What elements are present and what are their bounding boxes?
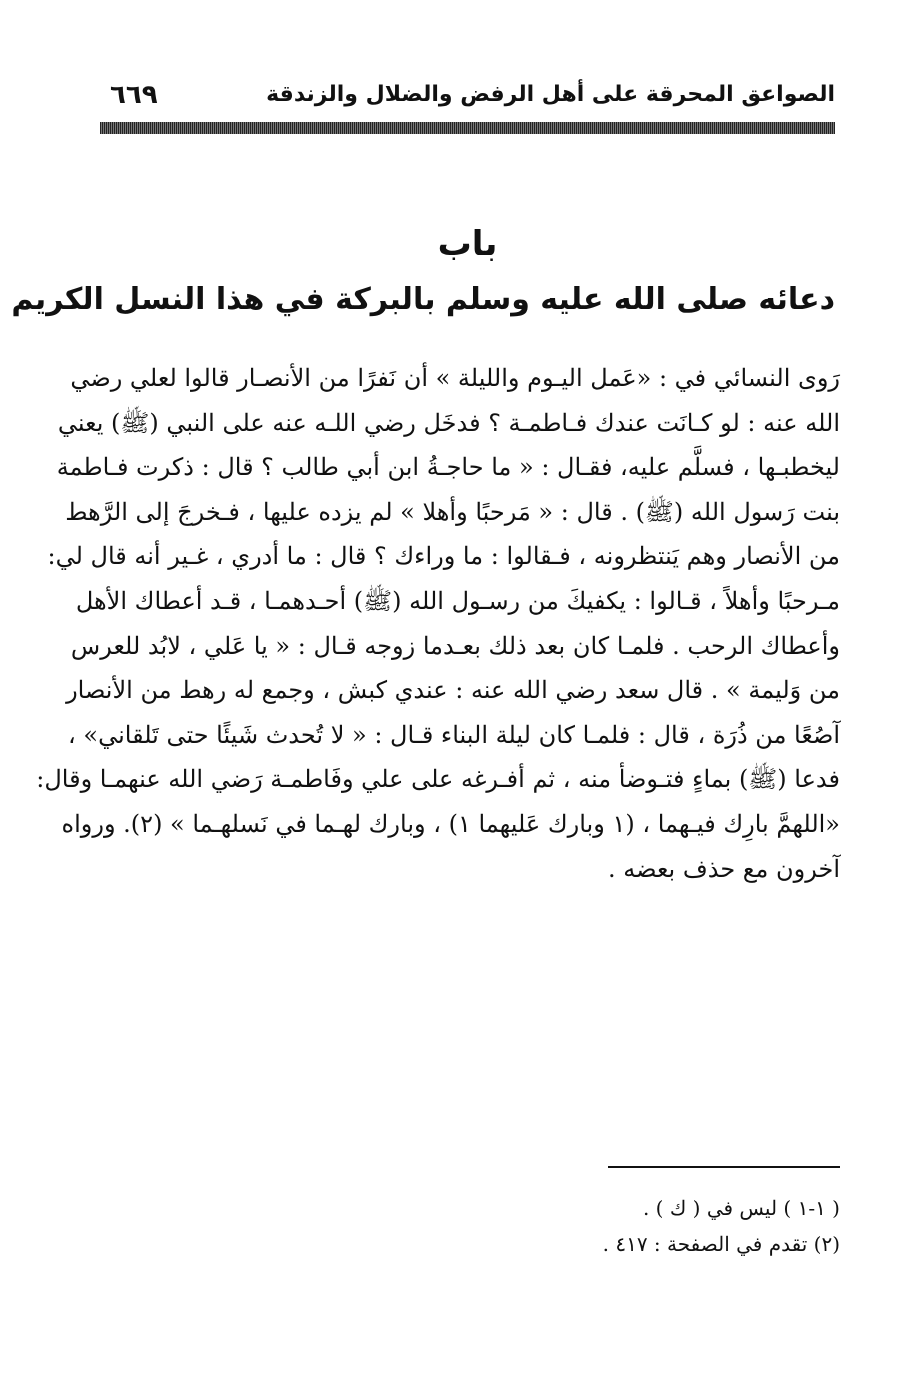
- chapter-label: باب: [437, 224, 498, 264]
- page-number: ٦٦٩: [110, 80, 158, 110]
- text-line: بنت رَسول الله (ﷺ) . قال : « مَرحبًا وأهلا » لم يزده عليها ، فـخرجَ إلى الرَّهط: [65, 497, 840, 526]
- header-divider: [100, 122, 835, 134]
- text-line: مـرحبًا وأهلاً ، قـالوا : يكفيكَ من رسـول الله (ﷺ) أحـدهمـا ، قـد أعطاك الأهل: [75, 586, 840, 615]
- text-line: الله عنه : لو كـانَت عندك فـاطمـة ؟ فدخَل رضي اللـه عنه على النبي (ﷺ) يعني: [57, 408, 840, 437]
- text-line: ليخطبـها ، فسلَّم عليه، فقـال : « ما حاجـةُ ابن أبي طالب ؟ قال : ذكرت فـاطمة: [56, 453, 840, 482]
- chapter-title: دعائه صلى الله عليه وسلم بالبركة في هذا النسل الكريم: [11, 282, 835, 317]
- text-line: «اللهمَّ بارِك فيـهما ، (١ وبارك عَليهما ١) ، وبارك لهـما في نَسلهـما » (٢). ورواه: [61, 809, 840, 838]
- footnote: ( ١-١ ) ليس في ( ك ) .: [642, 1196, 840, 1220]
- body-text: [36, 356, 840, 891]
- footnote-divider: [608, 1166, 840, 1168]
- text-line: من وَليمة » . قال سعد رضي الله عنه : عندي كبش ، وجمع له رهط من الأنصار: [66, 676, 840, 705]
- text-line: آصُعًا من ذُرَة ، قال : فلمـا كان ليلة البناء قـال : « لا تُحدث شَيئًا حتى تَلقاني» ،: [68, 720, 840, 749]
- footnote: (٢) تقدم في الصفحة : ٤١٧ .: [602, 1232, 840, 1256]
- running-title: الصواعق المحرقة على أهل الرفض والضلال والزندقة: [266, 82, 835, 107]
- text-line: رَوى النسائي في : «عَمل اليـوم والليلة » أن نَفرًا من الأنصـار قالوا لعلي رضي: [70, 364, 840, 392]
- running-header: [100, 78, 835, 118]
- text-line: وأعطاك الرحب . فلمـا كان بعد ذلك بعـدما زوجه قـال : « يا عَلي ، لابُد للعرس: [70, 631, 840, 660]
- footnotes: [400, 1190, 840, 1262]
- text-line: آخرون مع حذف بعضه .: [608, 854, 840, 883]
- text-line: من الأنصار وهم يَنتظرونه ، فـقالوا : ما وراءك ؟ قال : ما أدري ، غـير أنه قال لي:: [47, 542, 840, 571]
- text-line: فدعا (ﷺ) بماءٍ فتـوضأ منه ، ثم أفـرغه على علي وفَاطمـة رَضي الله عنهمـا وقال:: [36, 765, 840, 794]
